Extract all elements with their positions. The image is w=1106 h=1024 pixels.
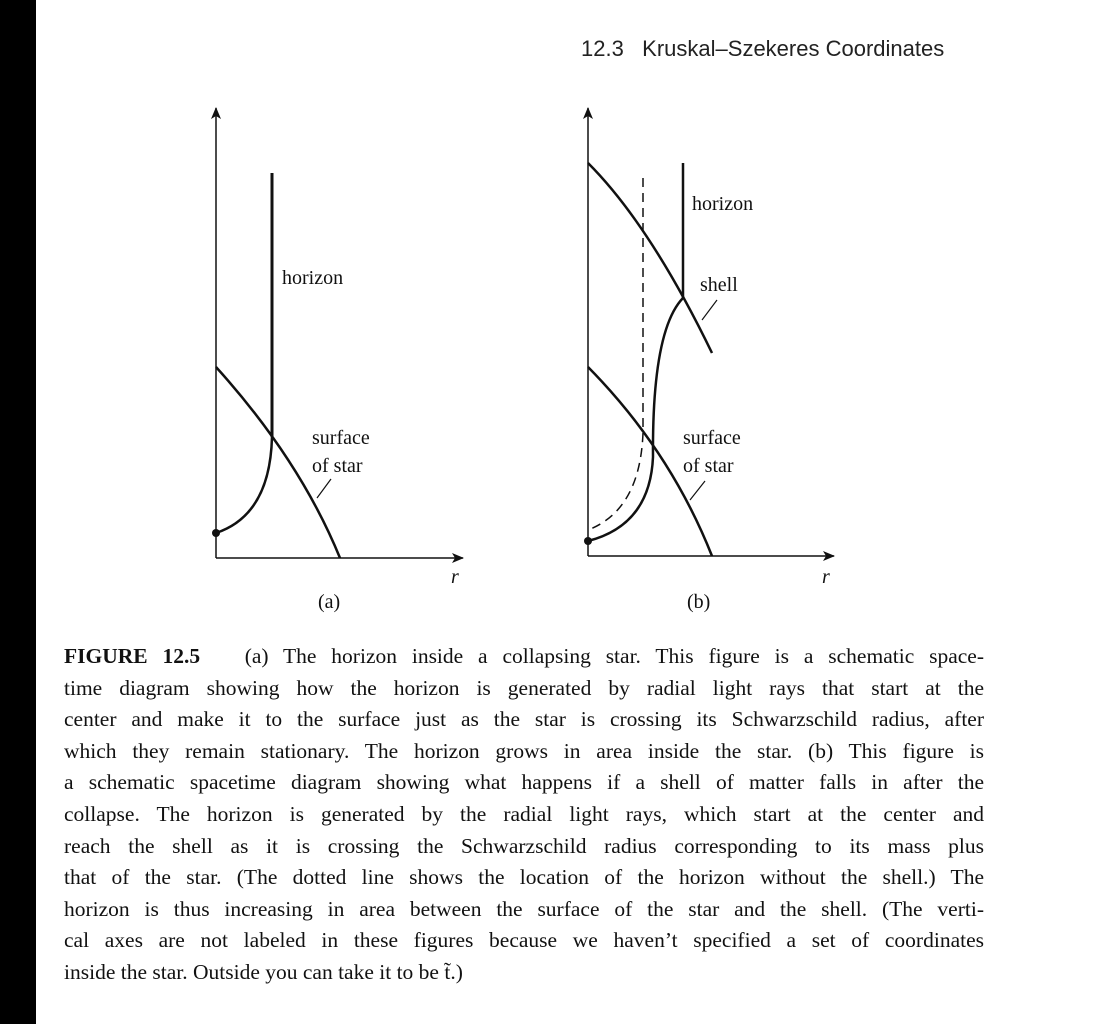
dashed-horizon-without-shell [588, 178, 643, 530]
section-number: 12.3 [581, 36, 624, 61]
caption-line: which they remain stationary. The horizon grows in area inside the star. (b) This figure is [64, 738, 984, 763]
caption-line: that of the star. (The dotted line shows the location of the horizon without the shell.) The [64, 865, 984, 890]
caption-line: a schematic spacetime diagram showing what happens if a shell of matter falls in after the [64, 770, 984, 795]
panel-b-label: (b) [687, 591, 711, 613]
horizon-label: horizon [692, 193, 754, 215]
section-title: Kruskal–Szekeres Coordinates [642, 36, 945, 61]
caption-line: center and make it to the surface just as the star is crossing its Schwarzschild radius, after [64, 707, 984, 732]
light-ray-curve [216, 437, 272, 533]
panel-a [212, 108, 463, 613]
caption-line: collapse. The horizon is generated by the radial light rays, which start at the center and [64, 801, 984, 826]
surface-leader [690, 481, 705, 500]
horizon-label: horizon [282, 267, 344, 289]
surface-label-2: of star [683, 455, 734, 477]
r-axis-label: r [451, 566, 459, 588]
figure-label: FIGURE 12.5 [64, 644, 201, 668]
figure-caption [64, 641, 984, 989]
surface-leader [317, 479, 331, 498]
shell-leader [702, 300, 717, 320]
caption-line: cal axes are not labeled in these figures because we haven’t specified a set of coordinates [64, 928, 984, 953]
caption-text: (a) The horizon inside a collapsing star. This figure is a schematic space- [244, 644, 984, 668]
center-dot [212, 529, 220, 537]
panel-b [584, 108, 834, 613]
surface-label: surface [683, 427, 741, 449]
caption-line: time diagram showing how the horizon is generated by radial light rays that start at the [64, 675, 984, 700]
shell-line [588, 163, 712, 353]
caption-line: reach the shell as it is crossing the Schwarzschild radius corresponding to its mass plus [64, 833, 984, 858]
panel-a-label: (a) [318, 591, 341, 613]
caption-line [64, 641, 984, 673]
shell-label: shell [700, 274, 738, 296]
r-axis-label: r [822, 566, 830, 588]
center-dot [584, 537, 592, 545]
surface-label-2: of star [312, 455, 363, 477]
caption-line: horizon is thus increasing in area between the surface of the star and the shell. (The verti- [64, 896, 984, 921]
surface-label: surface [312, 427, 370, 449]
caption-line: inside the star. Outside you can take it to be t̃.) [64, 959, 463, 984]
